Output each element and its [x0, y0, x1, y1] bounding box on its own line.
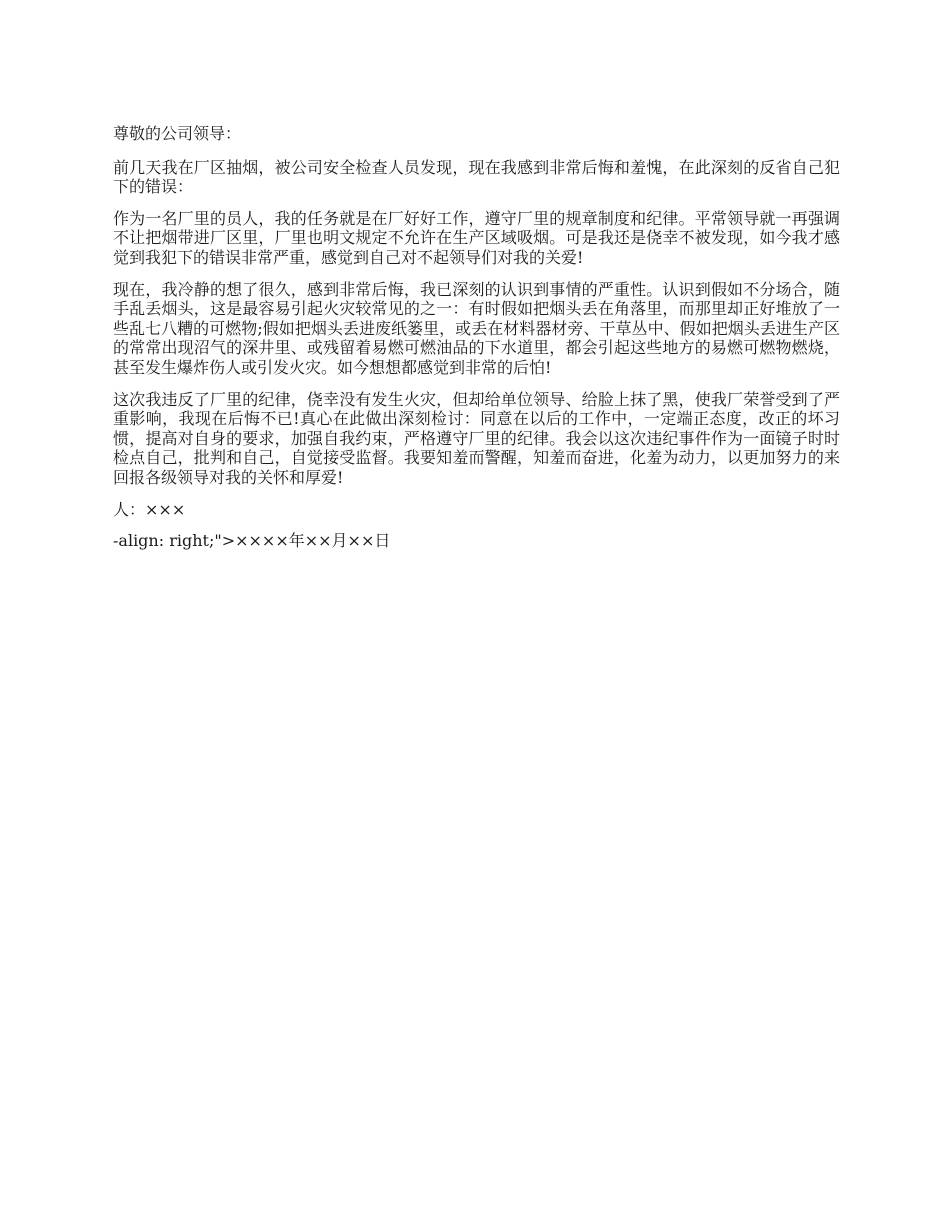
paragraph-3: 现在，我冷静的想了很久，感到非常后悔，我已深刻的认识到事情的严重性。认识到假如不分场合，随手乱丢烟头，这是最容易引起火灾较常见的之一：有时假如把烟头丢在角落里，而那里却正好堆放了一些乱七八糟的可燃物;假如把烟头丢进废纸篓里，或丢在材料器材旁、干草丛中、假如把烟头丢进生产区的常常出现沼气的深井里、或残留着易燃可燃油品的下水道里，都会引起这些地方的易燃可燃物燃烧，甚至发生爆炸伤人或引发火灾。如今想想都感觉到非常的后怕!	[113, 279, 840, 377]
paragraph-4: 这次我违反了厂里的纪律，侥幸没有发生火灾，但却给单位领导、给脸上抹了黑，使我厂荣誉受到了严重影响，我现在后悔不已!真心在此做出深刻检讨：同意在以后的工作中，一定端正态度，改正的坏习惯，提高对自身的要求，加强自我约束，严格遵守厂里的纪律。我会以这次违纪事件作为一面镜子时时检点自己，批判和自己，自觉接受监督。我要知羞而警醒，知羞而奋进，化羞为动力，以更加努力的来回报各级领导对我的关怀和厚爱!	[113, 389, 840, 487]
date-line: -align: right;">××××年××月××日	[113, 531, 391, 551]
salutation: 尊敬的公司领导：	[113, 124, 242, 143]
paragraph-2: 作为一名厂里的员人，我的任务就是在厂好好工作，遵守厂里的规章制度和纪律。平常领导就一再强调不让把烟带进厂区里，厂里也明文规定不允许在生产区域吸烟。可是我还是侥幸不被发现，如今我才感觉到我犯下的错误非常严重，感觉到自己对不起领导们对我的关爱!	[113, 208, 840, 267]
paragraph-1: 前几天我在厂区抽烟，被公司安全检查人员发现，现在我感到非常后悔和羞愧，在此深刻的反省自己犯下的错误：	[113, 157, 840, 197]
signature-line: 人：×××	[113, 499, 186, 519]
letter-body	[113, 124, 840, 563]
